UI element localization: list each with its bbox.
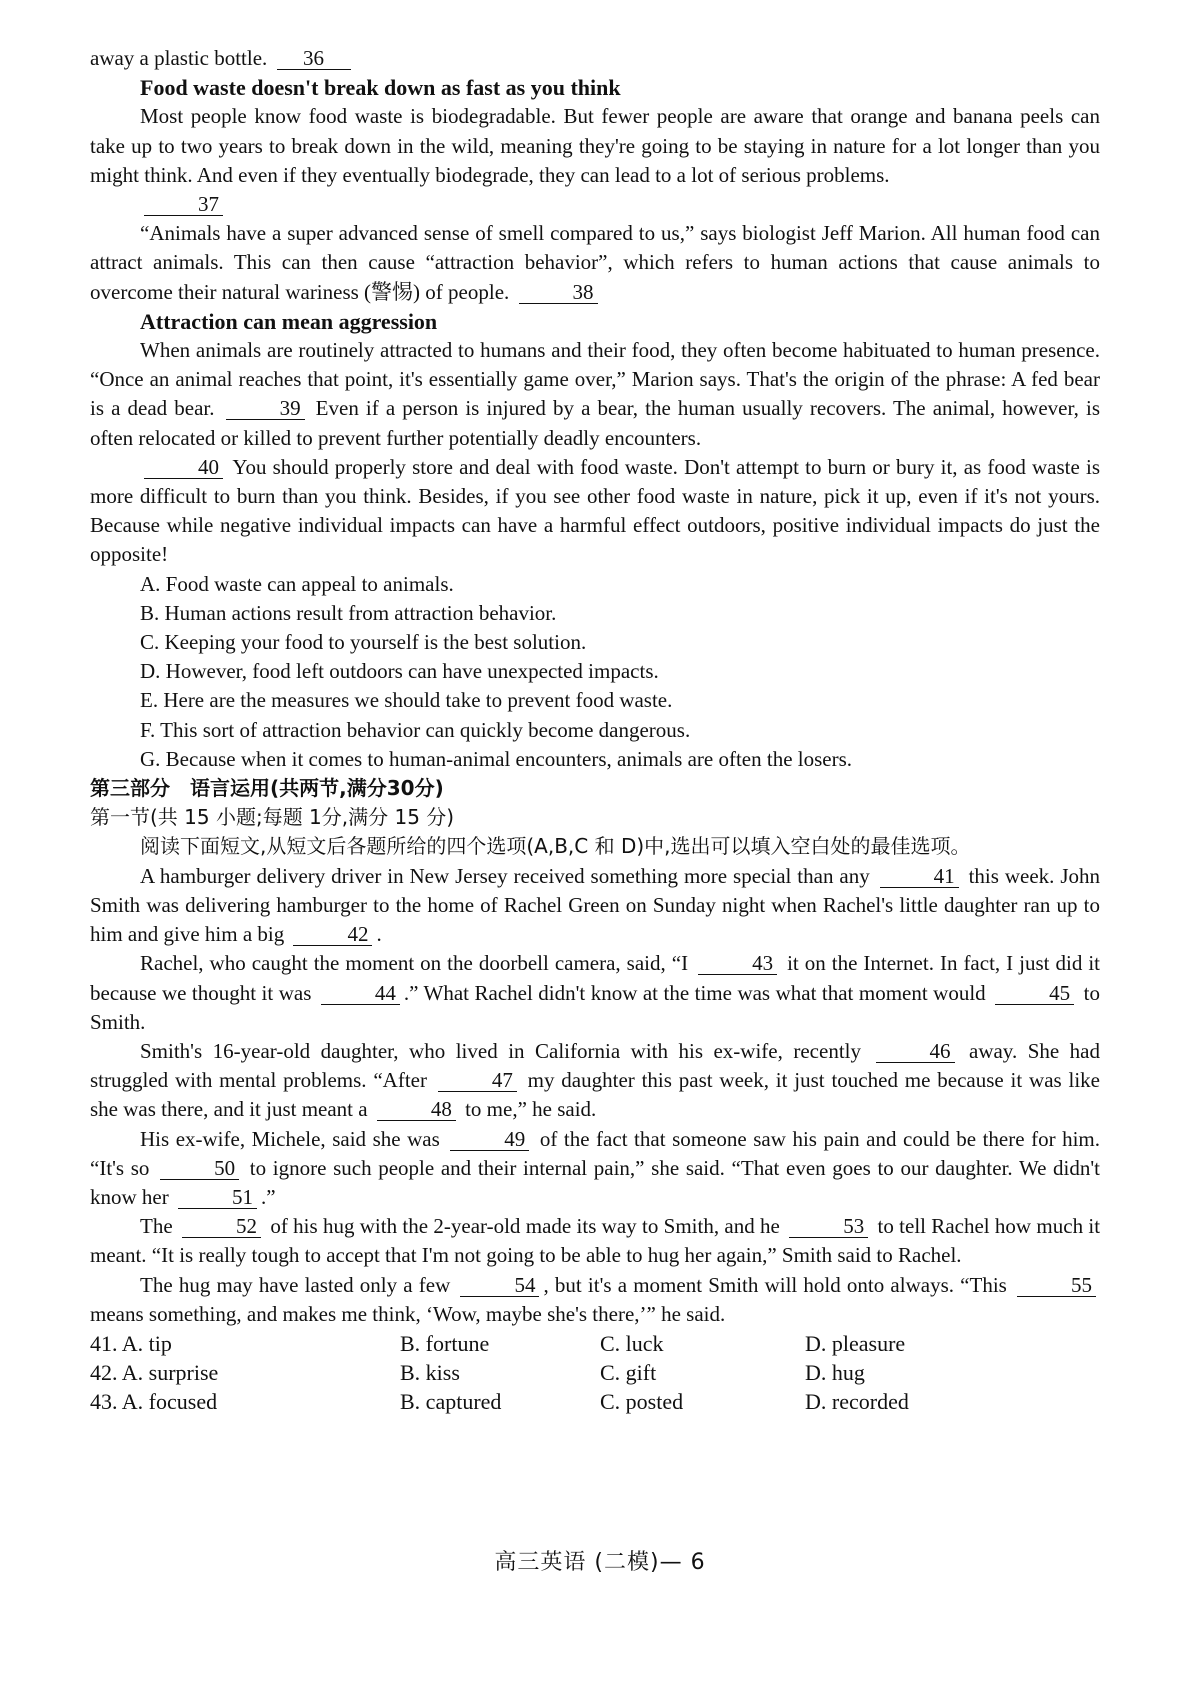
blank-54: 54: [460, 1274, 539, 1297]
blank-43: 43: [698, 952, 777, 975]
section-one-title: 第一节(共 15 小题;每题 1分,满分 15 分): [90, 805, 455, 830]
cloze-text: away. She had struggled with mental problems. “After: [90, 1038, 1101, 1093]
cloze-text: to Smith.: [90, 980, 1100, 1034]
cloze-text: .: [376, 922, 382, 947]
option-item: B. Human actions result from attraction behavior.: [140, 600, 557, 625]
option-a: 43. A. focused: [90, 1388, 218, 1414]
cloze-paragraph-3: [90, 1037, 1100, 1125]
heading-aggression: Attraction can mean aggression: [140, 308, 438, 334]
blank-48: 48: [377, 1098, 456, 1121]
paragraph-habituated-a: When animals are routinely attracted to humans and their food, they often become habituated to human presence. “Once an animal reaches that point, it's essentially game over,” Marion says. That's the origin of the phrase: A fed bear is a dead bear.: [90, 338, 1100, 421]
paragraph-smell: [90, 219, 1100, 307]
exam-page: [90, 44, 1100, 1416]
cloze-paragraph-4: [90, 1125, 1100, 1213]
blank-41: 41: [880, 865, 959, 888]
paragraph-biodegradable: Most people know food waste is biodegradable. But fewer people are aware that orange and banana peels can take up to two years to break down in the wild, meaning they're going to be staying in nature for a lot longer than you might think. And even if they eventually biodegrade, they can lead to a lot of serious problems.: [90, 104, 1100, 187]
cloze-text: my daughter this past week, it just touched me because it was like she was there, and it just meant a: [90, 1068, 1101, 1122]
option-b: B. captured: [400, 1388, 502, 1414]
cloze-text: of his hug with the 2-year-old made its way to Smith, and he: [270, 1214, 780, 1239]
option-item: E. Here are the measures we should take to prevent food waste.: [140, 688, 673, 713]
blank-36: 36: [277, 47, 351, 70]
option-c: C. gift: [600, 1359, 657, 1385]
blank-47: 47: [438, 1069, 517, 1092]
blank-50: 50: [160, 1157, 239, 1180]
cloze-text: of the fact that someone saw his pain and could be there for him. “It's so: [90, 1126, 1101, 1180]
intro-text: away a plastic bottle.: [90, 46, 268, 70]
heading-food-waste: Food waste doesn't break down as fast as you think: [140, 75, 621, 101]
blank-37-line: [90, 190, 1100, 219]
cloze-text: The: [140, 1214, 173, 1239]
part-three-title: 第三部分 语言运用(共两节,满分30分): [90, 776, 444, 801]
blank-45: 45: [995, 982, 1074, 1005]
blank-53: 53: [789, 1215, 868, 1238]
cloze-paragraph-2: [90, 949, 1100, 1037]
cloze-text: His ex-wife, Michele, said she was: [140, 1126, 440, 1151]
blank-44: 44: [321, 982, 400, 1005]
option-c: C. luck: [600, 1330, 664, 1356]
option-item: A. Food waste can appeal to animals.: [140, 571, 454, 596]
cloze-paragraph-6: [90, 1271, 1100, 1329]
blank-52: 52: [182, 1215, 261, 1238]
blank-46: 46: [876, 1040, 955, 1063]
option-c: C. posted: [600, 1388, 684, 1414]
intro-tail: [90, 44, 1100, 73]
paragraph-store-waste: [90, 453, 1100, 570]
cloze-text: .”: [260, 1184, 276, 1209]
blank-42: 42: [293, 923, 372, 946]
option-item: C. Keeping your food to yourself is the best solution.: [140, 630, 587, 655]
paragraph-habituated: [90, 336, 1100, 453]
option-d: D. recorded: [805, 1388, 909, 1414]
blank-49: 49: [450, 1128, 529, 1151]
option-b: B. fortune: [400, 1330, 490, 1356]
cloze-text: this week. John Smith was delivering hamburger to the home of Rachel Green on Sunday night when Rachel's little daughter ran up to him and give him a big: [90, 863, 1101, 947]
cloze-text: it on the Internet. In fact, I just did it because we thought it was: [90, 951, 1100, 1005]
cloze-paragraph-1: [90, 862, 1100, 950]
option-a: 41. A. tip: [90, 1330, 172, 1356]
cloze-text: to ignore such people and their internal pain,” she said. “That even goes to our daughter. We didn't know her: [90, 1155, 1101, 1209]
paragraph-habituated-b: Even if a person is injured by a bear, the human usually recovers. The animal, however, is often relocated or killed to prevent further potentially deadly encounters.: [90, 396, 1100, 450]
option-b: B. kiss: [400, 1359, 460, 1385]
cloze-text: to me,” he said.: [465, 1097, 597, 1122]
question-row-41: [90, 1329, 1100, 1358]
blank-39: 39: [226, 397, 305, 420]
cloze-text: A hamburger delivery driver in New Jersey received something more special than any: [140, 863, 870, 888]
question-row-42: [90, 1358, 1100, 1387]
option-item: F. This sort of attraction behavior can quickly become dangerous.: [140, 717, 691, 742]
question-options: [90, 1329, 1100, 1416]
cloze-text: Rachel, who caught the moment on the doorbell camera, said, “I: [140, 951, 689, 976]
cloze-text: The hug may have lasted only a few: [140, 1272, 451, 1297]
cloze-text: means something, and makes me think, ‘Wow, maybe she's there,’” he said.: [90, 1301, 726, 1326]
blank-40: 40: [144, 456, 223, 479]
cloze-instruction: 阅读下面短文,从短文后各题所给的四个选项(A,B,C 和 D)中,选出可以填入空白处的最佳选项。: [140, 834, 971, 859]
paragraph-store-waste-text: You should properly store and deal with food waste. Don't attempt to burn or bury it, as food waste is more difficult to burn than you think. Besides, if you see other food waste in nature, pick it up, even if it's not yours. Because while negative individual impacts can have a harmful effect outdoors, positive individual impacts do just the opposite!: [90, 454, 1100, 567]
seven-options-list: [90, 570, 1100, 774]
blank-38: 38: [519, 281, 598, 304]
option-item: G. Because when it comes to human-animal encounters, animals are often the losers.: [140, 746, 853, 771]
cloze-paragraph-5: [90, 1212, 1100, 1270]
option-d: D. hug: [805, 1359, 865, 1385]
cloze-text: Smith's 16-year-old daughter, who lived in California with his ex-wife, recently: [140, 1038, 861, 1063]
cloze-text: .” What Rachel didn't know at the time was what that moment would: [403, 980, 986, 1005]
cloze-text: , but it's a moment Smith will hold onto always. “This: [543, 1272, 1007, 1297]
paragraph-smell-text: “Animals have a super advanced sense of smell compared to us,” says biologist Jeff Marion. All human food can attract animals. This can then cause “attraction behavior”, which refers to human actions that cause animals to overcome their natural wariness (警惕) of people.: [90, 221, 1100, 304]
blank-51: 51: [178, 1186, 257, 1209]
option-item: D. However, food left outdoors can have unexpected impacts.: [140, 659, 659, 684]
question-row-43: [90, 1387, 1100, 1416]
blank-55: 55: [1017, 1274, 1096, 1297]
blank-37: 37: [144, 193, 223, 216]
option-d: D. pleasure: [805, 1330, 906, 1356]
cloze-text: to tell Rachel how much it meant. “It is really tough to accept that I'm not going to be able to hug her again,” Smith said to Rachel.: [90, 1214, 1101, 1268]
page-footer: 高三英语 (二模)— 6: [494, 1550, 706, 1575]
option-a: 42. A. surprise: [90, 1359, 219, 1385]
